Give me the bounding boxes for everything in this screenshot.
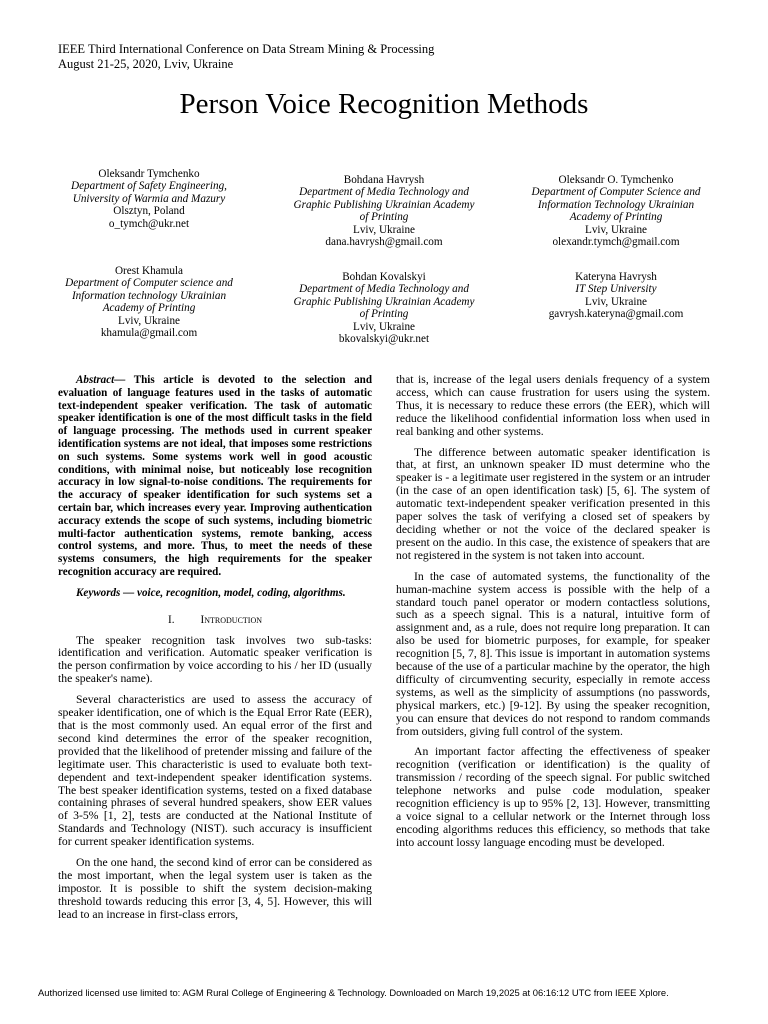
- author-email[interactable]: khamula@gmail.com: [100, 327, 198, 340]
- author-affiliation: Department of Safety Engineering, University of Warmia and Mazury: [71, 180, 227, 205]
- paragraph: that is, increase of the legal users denials frequency of a system access, which can cause frustration for users using the system. Thus, it is necessary to reduce these errors (the EER), which will reduce the likelihood confidential information loss when used in real banking and other systems.: [396, 373, 710, 438]
- author-location: Olsztyn, Poland: [113, 205, 185, 218]
- paper-title: Person Voice Recognition Methods: [179, 88, 589, 120]
- author-email[interactable]: bkovalskyi@ukr.net: [338, 333, 430, 346]
- author-location: Lviv, Ukraine: [352, 223, 416, 236]
- license-footer: Authorized licensed use limited to: AGM Rural College of Engineering & Technology. Downloaded on March 19,2025 at 06:16:12 UTC from IEEE Xplore.: [38, 987, 669, 998]
- paragraph: In the case of automated systems, the functionality of the human-machine system access is possible with the help of a standard touch panel operator or modern contactless solutions, such as a speech signal. This is a natural, intuitive form of assignment and, as a rule, does not require long preparation. It can also be used for biometric purposes, for example, for speaker recognition [5, 7, 8]. This issue is important in automation systems because of the use of a particular machine by the operator, the high difficulty of circumventing security, especially in remote access systems, as well as the simplicity of assumptions (no passwords, physical markers, etc.) [9-12]. By using the speaker recognition, you can ensure that devices do not respond to random commands from outsiders, giving full control of the system.: [396, 569, 710, 738]
- author-location: Lviv, Ukraine: [584, 223, 648, 236]
- conference-name: IEEE Third International Conference on Data Stream Mining & Processing: [58, 42, 435, 56]
- author-affiliation: Department of Media Technology and Graphic Publishing Ukrainian Academy of Printing: [293, 283, 475, 321]
- author-location: Lviv, Ukraine: [352, 320, 416, 333]
- author-email[interactable]: o_tymch@ukr.net: [108, 217, 190, 230]
- author-block: [58, 265, 240, 339]
- author-email[interactable]: dana.havrysh@gmail.com: [325, 236, 443, 249]
- author-affiliation: Department of Media Technology and Graphic Publishing Ukrainian Academy of Printing: [293, 186, 475, 224]
- abstract: [58, 374, 372, 579]
- paragraph: The difference between automatic speaker identification is that, at first, an unknown speaker ID must determine who the speaker is - a legitimate user registered in the system or an intruder (in the case of an open identification task) [5, 6]. The system of automatic text-independent speaker verification presented in this paper solves the task of verifying a closed set of speakers by deciding whether or not the voice of the declared speaker is present on the audio. In this case, the existence of speakers that are not registered in the system is not taken into account.: [396, 445, 710, 562]
- section-number: I.: [167, 613, 175, 626]
- author-name: Oleksandr O. Tymchenko: [558, 174, 674, 186]
- paragraph: Several characteristics are used to assess the accuracy of speaker identification, one of which is the Equal Error Rate (EER), that is the most commonly used. An equal error of the first and second kind determines the error of the speaker recognition, provided that the likelihood of pretender missing and failure of the legitimate user. This characteristic is used to evaluate both text-dependent and text-independent speaker identification systems. The best speaker identification systems, tested on a fixed database containing phrases of several hundred speakers, show EER values of 3-5% [1, 2], tests are conducted at the National Institute of Standards and Technology (NIST). such accuracy is insufficient for current speaker identification systems.: [58, 693, 372, 849]
- abstract-lead: Abstract—: [76, 374, 126, 386]
- author-block: [288, 271, 480, 345]
- author-affiliation: Department of Computer science and Information technology Ukrainian Academy of Printing: [65, 277, 233, 315]
- author-block: [288, 174, 480, 248]
- keywords: Keywords — voice, recognition, model, coding, algorithms.: [76, 586, 346, 599]
- author-email[interactable]: gavrysh.kateryna@gmail.com: [548, 308, 684, 321]
- author-location: Lviv, Ukraine: [584, 295, 648, 308]
- section-heading: [58, 614, 372, 627]
- author-name: Oleksandr Tymchenko: [98, 168, 200, 180]
- paragraph: An important factor affecting the effectiveness of speaker recognition (verification or identification) is the quality of transmission / recording of the speech signal. For public switched telephone networks and pulse code modulation, speaker recognition efficiency is up to 95% [2, 13]. However, transmitting a voice signal to a cellular network or the Internet through loss encoding algorithms reduces this efficiency, so methods that take into account lossy language encoding must be developed.: [396, 745, 710, 849]
- paragraph: On the one hand, the second kind of error can be considered as the most important, when the legal system user is taken as the impostor. It is possible to shift the system decision-making threshold towards reducing this error [3, 4, 5]. However, this will lead to an increase in first-class errors,: [58, 856, 372, 921]
- paragraph: The speaker recognition task involves two sub-tasks: identification and verification. Automatic speaker verification is the person confirmation by voice according to his / her ID (usually the speaker's name).: [58, 633, 372, 686]
- author-location: Lviv, Ukraine: [117, 314, 181, 327]
- author-name: Bohdan Kovalskyi: [342, 271, 426, 283]
- conference-header: [58, 42, 434, 72]
- author-affiliation: Department of Computer Science and Information Technology Ukrainian Academy of Printing: [531, 186, 701, 224]
- abstract-text: This article is devoted to the selection and evaluation of language features used in the tasks of automatic text-independent speaker verification. The task of automatic speaker identification is one of the most difficult tasks in the field of language processing. The methods used in current speaker identification systems are not ideal, that imposes some restrictions on such systems. Some systems work well in good acoustic conditions, with minimal noise, but noticeably lose recognition accuracy in low signal-to-noise conditions. The requirements for the accuracy of speaker identification for such systems set a certain bar, which increases every year. Improving authentication accuracy extends the scope of such systems, including biometric multi-factor authentication systems, remote banking, access control systems, and more. Thus, to meet the needs of these systems consumers, the high requirements for the speaker recognition accuracy are required.: [58, 374, 372, 578]
- author-affiliation: IT Step University: [575, 283, 657, 296]
- author-name: Orest Khamula: [114, 265, 184, 277]
- author-email[interactable]: olexandr.tymch@gmail.com: [552, 236, 680, 249]
- author-block: [523, 174, 709, 248]
- section-title: Introduction: [200, 613, 263, 626]
- author-name: Bohdana Havrysh: [343, 174, 425, 186]
- conference-date: August 21-25, 2020, Lviv, Ukraine: [58, 57, 234, 71]
- author-block: [58, 168, 240, 230]
- author-name: Kateryna Havrysh: [575, 271, 657, 283]
- author-block: [523, 271, 709, 321]
- left-column: [58, 374, 372, 930]
- right-column: [396, 374, 710, 858]
